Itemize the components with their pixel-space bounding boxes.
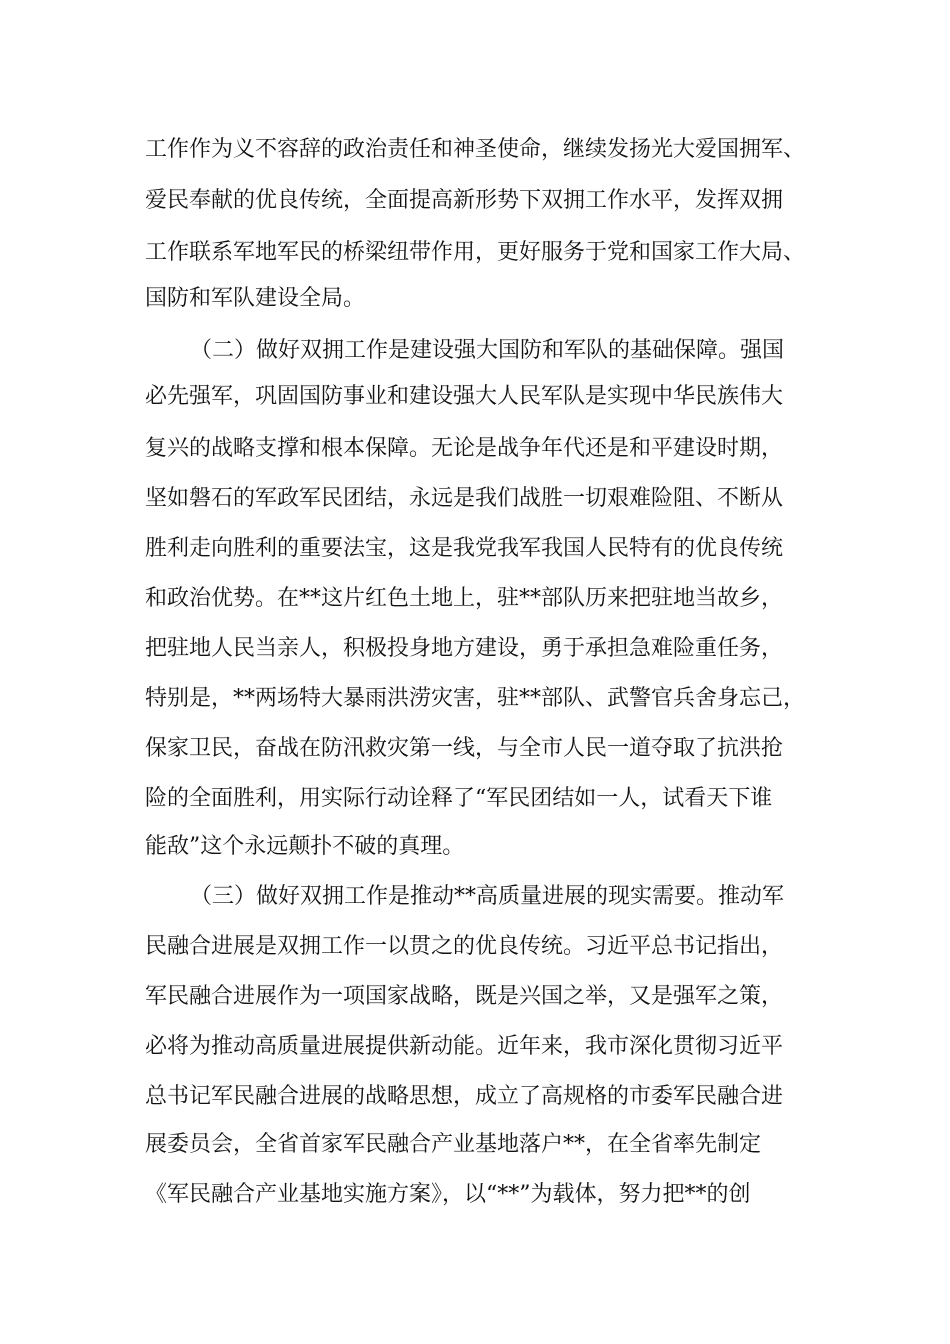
paragraph-3-line-4: 必将为推动高质量进展提供新动能。近年来，我市深化贯彻习近平	[145, 1034, 784, 1059]
paragraph-1-line-3: 工作联系军地军民的桥梁纽带作用，更好服务于党和国家工作大局、	[145, 240, 806, 265]
paragraph-2-line-4: 坚如磐石的军政军民团结，永远是我们战胜一切艰难险阻、不断从	[145, 486, 784, 511]
paragraph-3-line-1: （三）做好双拥工作是推动**高质量进展的现实需要。推动军	[190, 884, 785, 909]
paragraph-2-line-6: 和政治优势。在**这片红色土地上，驻**部队历来把驻地当故乡，	[145, 586, 784, 611]
paragraph-1-line-1: 工作作为义不容辞的政治责任和神圣使命，继续发扬光大爱国拥军、	[145, 137, 806, 162]
paragraph-3-line-6: 展委员会，全省首家军民融合产业基地落户**，在全省率先制定	[145, 1132, 762, 1157]
paragraph-1-line-2: 爱民奉献的优良传统，全面提高新形势下双拥工作水平，发挥双拥	[145, 188, 784, 213]
paragraph-2-line-9: 保家卫民，奋战在防汛救灾第一线，与全市人民一道夺取了抗洪抢	[145, 736, 784, 761]
paragraph-2-line-1: （二）做好双拥工作是建设强大国防和军队的基础保障。强国	[190, 338, 785, 363]
paragraph-1-line-4: 国防和军队建设全局。	[145, 286, 366, 311]
paragraph-2-line-11: 能敌”这个永远颠扑不破的真理。	[145, 834, 465, 859]
paragraph-2-line-3: 复兴的战略支撑和根本保障。无论是战争年代还是和平建设时期，	[145, 436, 784, 461]
paragraph-2-line-7: 把驻地人民当亲人，积极投身地方建设，勇于承担急难险重任务，	[145, 636, 784, 661]
paragraph-2-line-8: 特别是，**两场特大暴雨洪涝灾害，驻**部队、武警官兵舍身忘己，	[145, 686, 806, 711]
paragraph-3-line-2: 民融合进展是双拥工作一以贯之的优良传统。习近平总书记指出，	[145, 934, 784, 959]
paragraph-3-line-3: 军民融合进展作为一项国家战略，既是兴国之举，又是强军之策，	[145, 984, 784, 1009]
paragraph-2-line-10: 险的全面胜利，用实际行动诠释了“军民团结如一人，试看天下谁	[145, 786, 773, 811]
paragraph-2-line-5: 胜利走向胜利的重要法宝，这是我党我军我国人民特有的优良传统	[145, 536, 784, 561]
paragraph-2-line-2: 必先强军，巩固国防事业和建设强大人民军队是实现中华民族伟大	[145, 384, 784, 409]
paragraph-3-line-7: 《军民融合产业基地实施方案》，以“**”为载体，努力把**的创	[145, 1182, 751, 1207]
paragraph-3-line-5: 总书记军民融合进展的战略思想，成立了高规格的市委军民融合进	[145, 1084, 784, 1109]
